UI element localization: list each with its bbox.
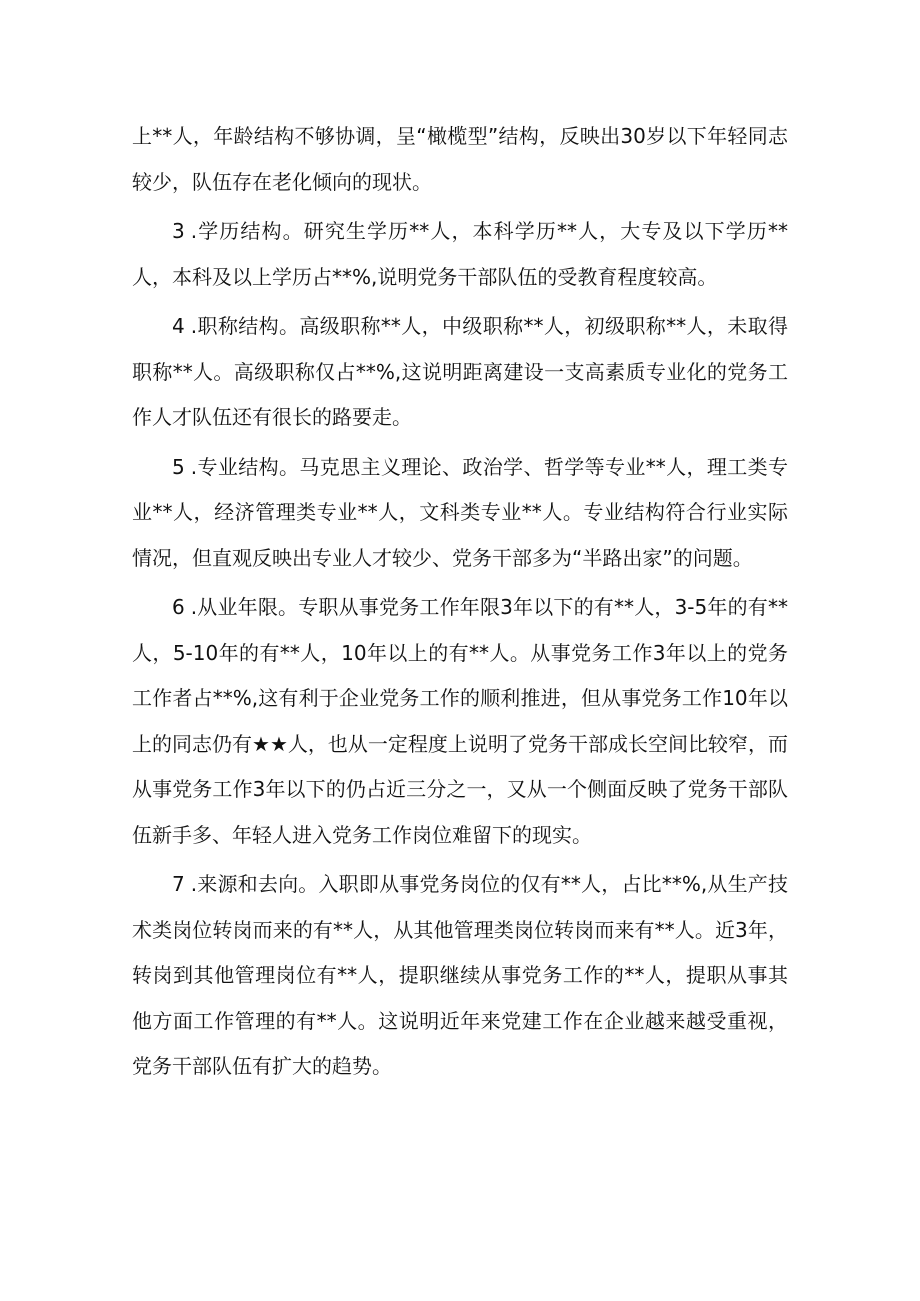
paragraph-number: 4 (172, 314, 185, 338)
paragraph-text: .从业年限。专职从事党务工作年限3年以下的有**人，3-5年的有**人，5-10年的有**人，10年以上的有**人。从事党务工作3年以上的党务工作者占**%,这有利于企业党务工作的顺利推进，但从事党务工作10年以上的同志仍有★★人，也从一定程度上说明了党务干部成长空间比较窄，而从事党务工作3年以下的仍占近三分之一，又从一个侧面反映了党务干部队伍新手多、年轻人进入党务工作岗位难留下的现实。 (132, 595, 788, 847)
paragraph-continuation (132, 114, 788, 205)
paragraph-number: 5 (172, 454, 185, 479)
paragraph-text: 上**人，年龄结构不够协调，呈“橄榄型”结构，反映出30岁以下年轻同志较少，队伍存在老化倾向的现状。 (132, 124, 788, 194)
paragraph-major-structure (132, 445, 788, 582)
paragraph-number: 6 (172, 595, 185, 619)
paragraph-text: .来源和去向。入职即从事党务岗位的仅有**人，占比**%,从生产技术类岗位转岗而来的有**人，从其他管理类岗位转岗而来有**人。近3年，转岗到其他管理岗位有**人，提职继续从事党务工作的**人，提职从事其他方面工作管理的有**人。这说明近年来党建工作在企业越来越受重视，党务干部队伍有扩大的趋势。 (132, 872, 788, 1078)
paragraph-number: 3 (172, 219, 185, 243)
document-body (132, 114, 788, 1094)
paragraph-title-structure (132, 304, 788, 441)
paragraph-number: 7 (172, 872, 185, 896)
paragraph-text: .专业结构。马克思主义理论、政治学、哲学等专业**人，理工类专业**人，经济管理类专业**人，文科类专业**人。专业结构符合行业实际情况，但直观反映出专业人才较少、党务干部多为“半路出家”的问题。 (132, 454, 788, 570)
paragraph-text: .职称结构。高级职称**人，中级职称**人，初级职称**人，未取得职称**人。高级职称仅占**%,这说明距离建设一支高素质专业化的党务工作人才队伍还有很长的路要走。 (132, 314, 788, 429)
paragraph-work-tenure (132, 585, 788, 858)
paragraph-source-and-destination (132, 862, 788, 1090)
paragraph-text: .学历结构。研究生学历**人，本科学历**人，大专及以下学历**人，本科及以上学历占**%,说明党务干部队伍的受教育程度较高。 (132, 219, 788, 289)
paragraph-education-structure (132, 209, 788, 300)
